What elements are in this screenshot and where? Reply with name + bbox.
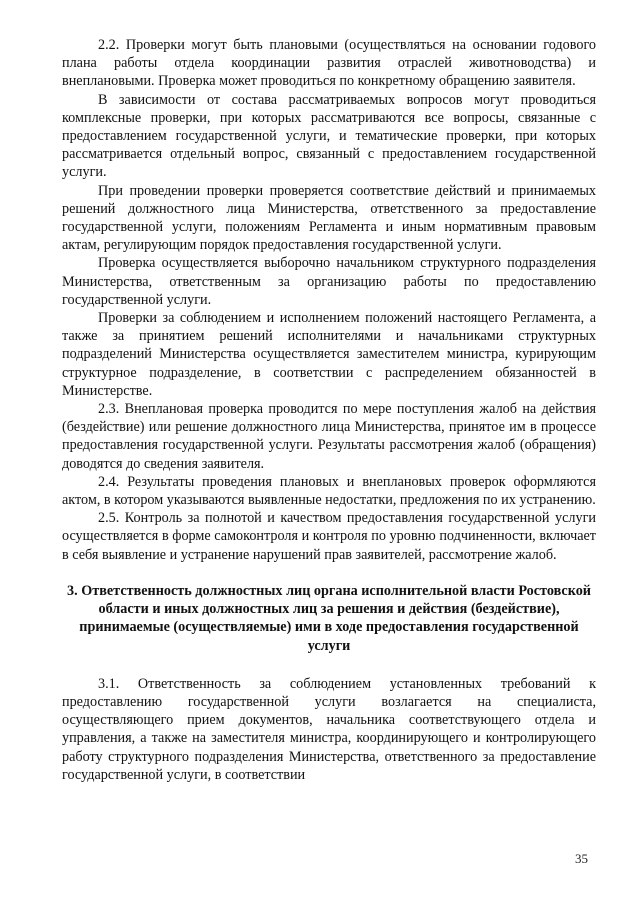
paragraph-check-types: В зависимости от состава рассматриваемых вопросов могут проводиться комплексные проверки, при которых рассматриваются все вопросы, связанные с предоставлением государственной услуги, и тематические проверки, при которых рассматривается отдельный вопрос, связанный с предоставлением государственной услуги.: [62, 91, 596, 181]
document-page: [62, 36, 596, 784]
section-3-heading: 3. Ответственность должностных лиц органа исполнительной власти Ростовской области и иных должностных лиц за решения и действия (бездействие), принимаемые (осуществляемые) ими в ходе предоставления государственной услуги: [67, 582, 591, 654]
paragraph-check-scope: При проведении проверки проверяется соответствие действий и принимаемых решений должностного лица Министерства, ответственного за предоставление государственной услуги, положениям Регламента и иным нормативным правовым актам, регулирующим порядок предоставления государственной услуги.: [62, 182, 596, 254]
paragraph-2-3: 2.3. Внеплановая проверка проводится по мере поступления жалоб на действия (бездействие) или решение должностного лица Министерства, принятое им в процессе предоставления государственной услуги. Результаты рассмотрения жалоб (обращения) доводятся до сведения заявителя.: [62, 401, 596, 472]
paragraph-3-1: 3.1. Ответственность за соблюдением установленных требований к предоставлению государственной услуги возлагается на специалиста, осуществляющего прием документов, начальника соответствующего отдела и управления, а также на заместителя министра, координирующего и контролирующего работу структурного подразделения Министерства, ответственного за предоставление государственной услуги, в соответствии: [62, 675, 596, 783]
paragraph-2-2: 2.2. Проверки могут быть плановыми (осуществляться на основании годового плана работы отдела координации развития отраслей животноводства) и внеплановыми. Проверка может проводиться по конкретному обращению заявителя.: [62, 37, 596, 90]
paragraph-2-5: 2.5. Контроль за полнотой и качеством предоставления государственной услуги осуществляется в форме самоконтроля и контроля по уровню подчиненности, включает в себя выявление и устранение нарушений прав заявителей, рассмотрение жалоб.: [62, 510, 596, 563]
paragraph-2-4: 2.4. Результаты проведения плановых и внеплановых проверок оформляются актом, в котором указываются выявленные недостатки, предложения по их устранению.: [62, 473, 596, 509]
paragraph-check-performer: Проверка осуществляется выборочно начальником структурного подразделения Министерства, ответственным за организацию работы по предоставлению государственной услуги.: [62, 255, 596, 308]
page-number: 35: [575, 851, 588, 866]
paragraph-check-oversight: Проверки за соблюдением и исполнением положений настоящего Регламента, а также за принятием решений исполнителями и начальниками структурных подразделений Министерства осуществляется заместителем министра, курирующим структурное подразделение, в соответствии с распределением обязанностей в Министерстве.: [62, 310, 596, 399]
